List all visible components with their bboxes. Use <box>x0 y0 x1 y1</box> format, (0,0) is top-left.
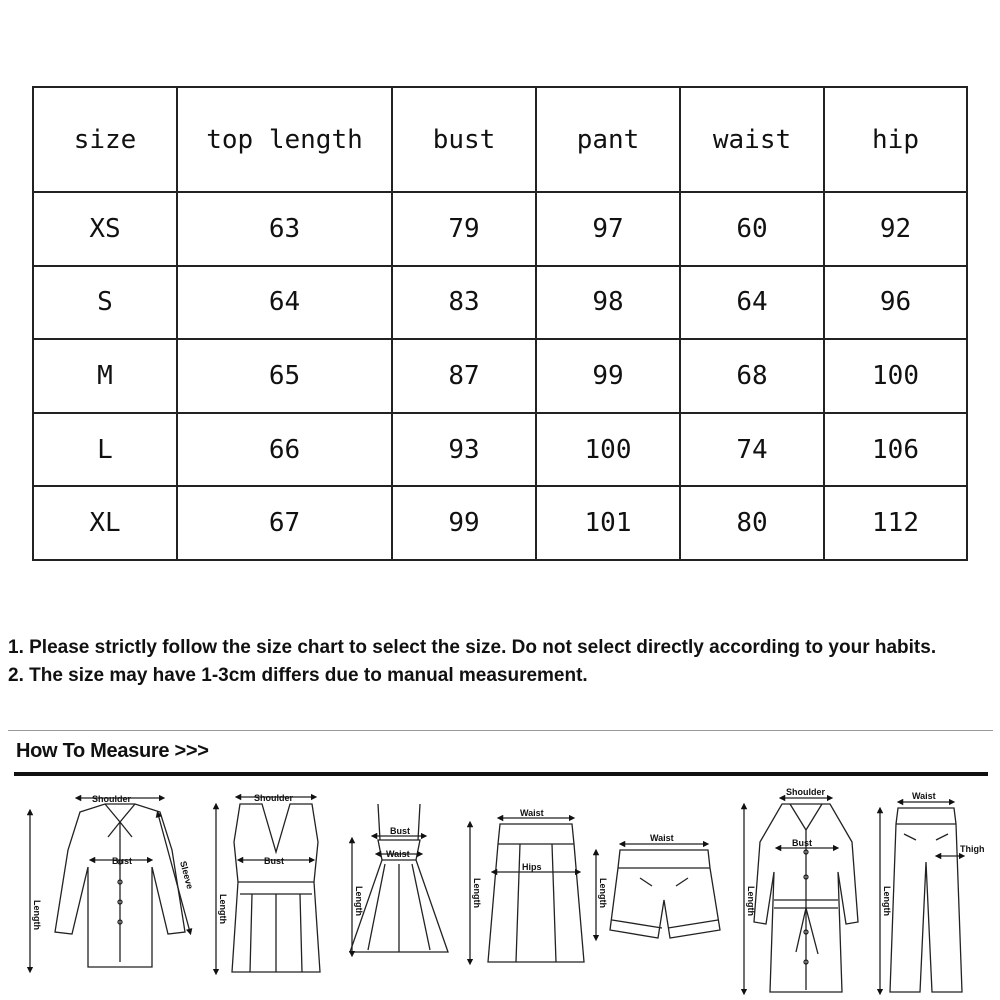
cell-bust: 99 <box>392 486 536 560</box>
cell-hip: 96 <box>824 266 967 340</box>
shirt-length-label: Length <box>32 900 42 930</box>
cell-top-length: 66 <box>177 413 392 487</box>
table-header-row <box>33 87 967 192</box>
cell-top-length: 67 <box>177 486 392 560</box>
vest-bust-label: Bust <box>264 856 284 866</box>
how-to-measure-section <box>0 730 1000 1000</box>
shirt-diagram <box>30 798 190 970</box>
cell-top-length: 64 <box>177 266 392 340</box>
cell-hip: 92 <box>824 192 967 266</box>
size-notes <box>8 634 993 690</box>
cell-size: S <box>33 266 177 340</box>
cell-waist: 68 <box>680 339 824 413</box>
header-pant: pant <box>536 87 680 192</box>
size-chart-table <box>32 86 968 561</box>
cell-pant: 99 <box>536 339 680 413</box>
coat-shoulder-label: Shoulder <box>786 787 826 797</box>
shorts-length-label: Length <box>598 878 608 908</box>
skirt-waist-label: Waist <box>520 808 544 818</box>
cell-waist: 60 <box>680 192 824 266</box>
cell-size: L <box>33 413 177 487</box>
shorts-diagram <box>596 844 720 938</box>
cell-waist: 80 <box>680 486 824 560</box>
cell-bust: 93 <box>392 413 536 487</box>
header-hip: hip <box>824 87 967 192</box>
cell-size: M <box>33 339 177 413</box>
skirt-length-label: Length <box>472 878 482 908</box>
header-bust: bust <box>392 87 536 192</box>
cell-bust: 87 <box>392 339 536 413</box>
cell-top-length: 65 <box>177 339 392 413</box>
cell-pant: 100 <box>536 413 680 487</box>
cell-size: XS <box>33 192 177 266</box>
cell-bust: 83 <box>392 266 536 340</box>
cell-waist: 64 <box>680 266 824 340</box>
table-row <box>33 192 967 266</box>
cell-pant: 98 <box>536 266 680 340</box>
shirt-shoulder-label: Shoulder <box>92 794 132 804</box>
dress-bust-label: Bust <box>390 826 410 836</box>
pants-waist-label: Waist <box>912 791 936 801</box>
cell-hip: 112 <box>824 486 967 560</box>
title-underline <box>14 772 988 776</box>
cell-waist: 74 <box>680 413 824 487</box>
dress-waist-label: Waist <box>386 849 410 859</box>
coat-length-label: Length <box>746 886 756 916</box>
shorts-waist-label: Waist <box>650 833 674 843</box>
cell-hip: 100 <box>824 339 967 413</box>
header-top-length: top length <box>177 87 392 192</box>
cell-bust: 79 <box>392 192 536 266</box>
skirt-hips-label: Hips <box>522 862 542 872</box>
shirt-sleeve-label: Sleeve <box>178 859 196 891</box>
vest-length-label: Length <box>218 894 228 924</box>
header-size: size <box>33 87 177 192</box>
coat-diagram <box>744 798 858 992</box>
divider <box>8 730 993 731</box>
table-row <box>33 486 967 560</box>
dress-length-label: Length <box>354 886 364 916</box>
skirt-diagram <box>470 818 584 962</box>
cell-top-length: 63 <box>177 192 392 266</box>
cell-size: XL <box>33 486 177 560</box>
vest-shoulder-label: Shoulder <box>254 793 294 803</box>
pants-length-label: Length <box>882 886 892 916</box>
note-1: 1. Please strictly follow the size chart to select the size. Do not select directly according to your habits. <box>8 637 937 658</box>
note-2: 2. The size may have 1-3cm differs due to manual measurement. <box>8 665 588 686</box>
pants-thigh-label: Thigh <box>960 844 985 854</box>
garment-diagrams <box>0 782 1000 1000</box>
cell-pant: 97 <box>536 192 680 266</box>
cell-pant: 101 <box>536 486 680 560</box>
table-row <box>33 339 967 413</box>
coat-bust-label: Bust <box>792 838 812 848</box>
table-row <box>33 266 967 340</box>
cell-hip: 106 <box>824 413 967 487</box>
header-waist: waist <box>680 87 824 192</box>
shirt-bust-label: Bust <box>112 856 132 866</box>
how-to-measure-title: How To Measure >>> <box>16 740 209 762</box>
vest-diagram <box>216 797 320 972</box>
table-row <box>33 413 967 487</box>
